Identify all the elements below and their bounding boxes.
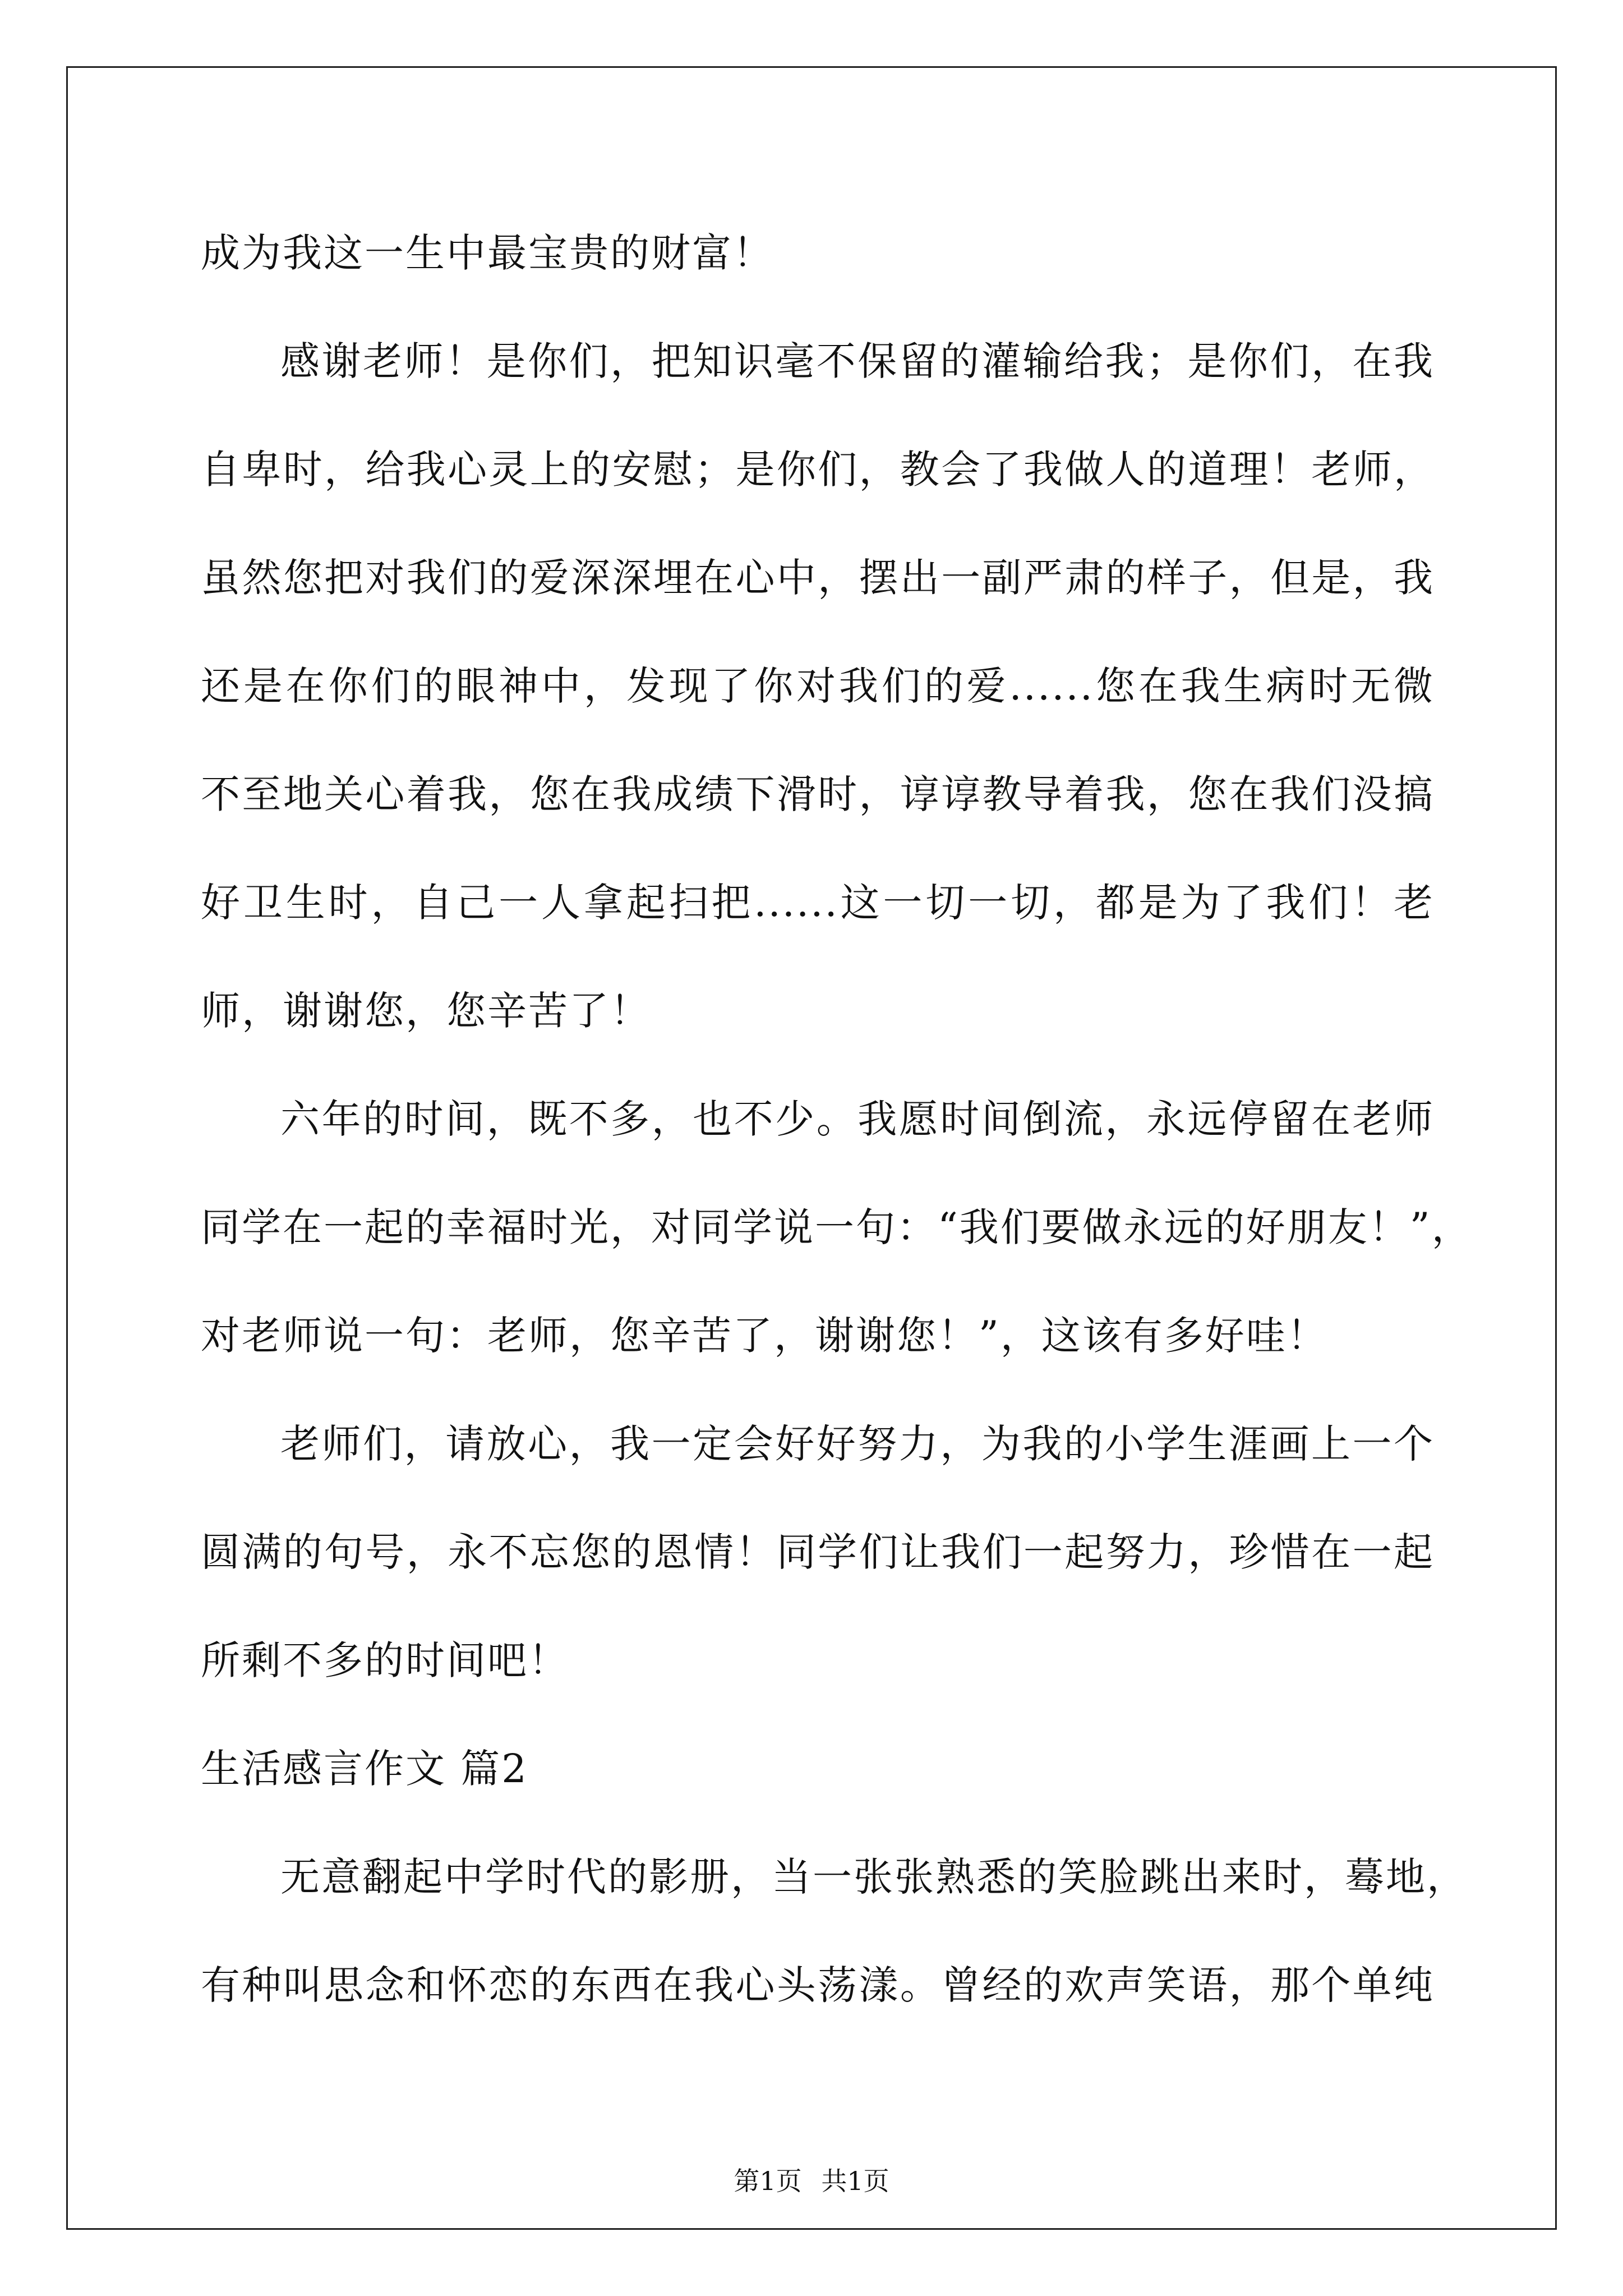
text-line: 不至地关心着我，您在我成绩下滑时，谆谆教导着我，您在我们没搞: [201, 771, 1435, 817]
text-line: 还是在你们的眼神中，发现了你对我们的爱......您在我生病时无微: [201, 663, 1435, 709]
text-line: 虽然您把对我们的爱深深埋在心中，摆出一副严肃的样子，但是，我: [201, 555, 1435, 601]
text-line: 师，谢谢您，您辛苦了！: [201, 988, 651, 1034]
paragraph-start-line: 六年的时间，既不多，也不少。我愿时间倒流，永远停留在老师: [280, 1096, 1435, 1142]
paragraph-start-line: 老师们，请放心，我一定会好好努力，为我的小学生涯画上一个: [280, 1421, 1435, 1467]
text-line: 所剩不多的时间吧！: [201, 1637, 569, 1683]
text-line: 圆满的句号，永不忘您的恩情！同学们让我们一起努力，珍惜在一起: [201, 1529, 1435, 1575]
text-line: 自卑时，给我心灵上的安慰；是你们，教会了我做人的道理！老师，: [201, 447, 1435, 493]
text-line: 对老师说一句：老师，您辛苦了，谢谢您！”，这该有多好哇！: [201, 1313, 1328, 1359]
text-line: 同学在一起的幸福时光，对同学说一句：“我们要做永远的好朋友！”，: [201, 1204, 1473, 1250]
text-line: 成为我这一生中最宝贵的财富！: [201, 230, 774, 276]
page-footer: [0, 2164, 1623, 2198]
page-total: 共1页: [821, 2166, 889, 2196]
text-line: 好卫生时，自己一人拿起扫把......这一切一切，都是为了我们！老: [201, 880, 1435, 926]
paragraph-start-line: 无意翻起中学时代的影册，当一张张熟悉的笑脸跳出来时，蓦地，: [280, 1854, 1468, 1900]
paragraph-start-line: 感谢老师！是你们，把知识毫不保留的灌输给我；是你们，在我: [280, 338, 1435, 384]
page-number: 第1页: [734, 2166, 802, 2196]
section-heading: 生活感言作文 篇2: [201, 1746, 528, 1792]
text-line: 有种叫思念和怀恋的东西在我心头荡漾。曾经的欢声笑语，那个单纯: [201, 1962, 1435, 2008]
